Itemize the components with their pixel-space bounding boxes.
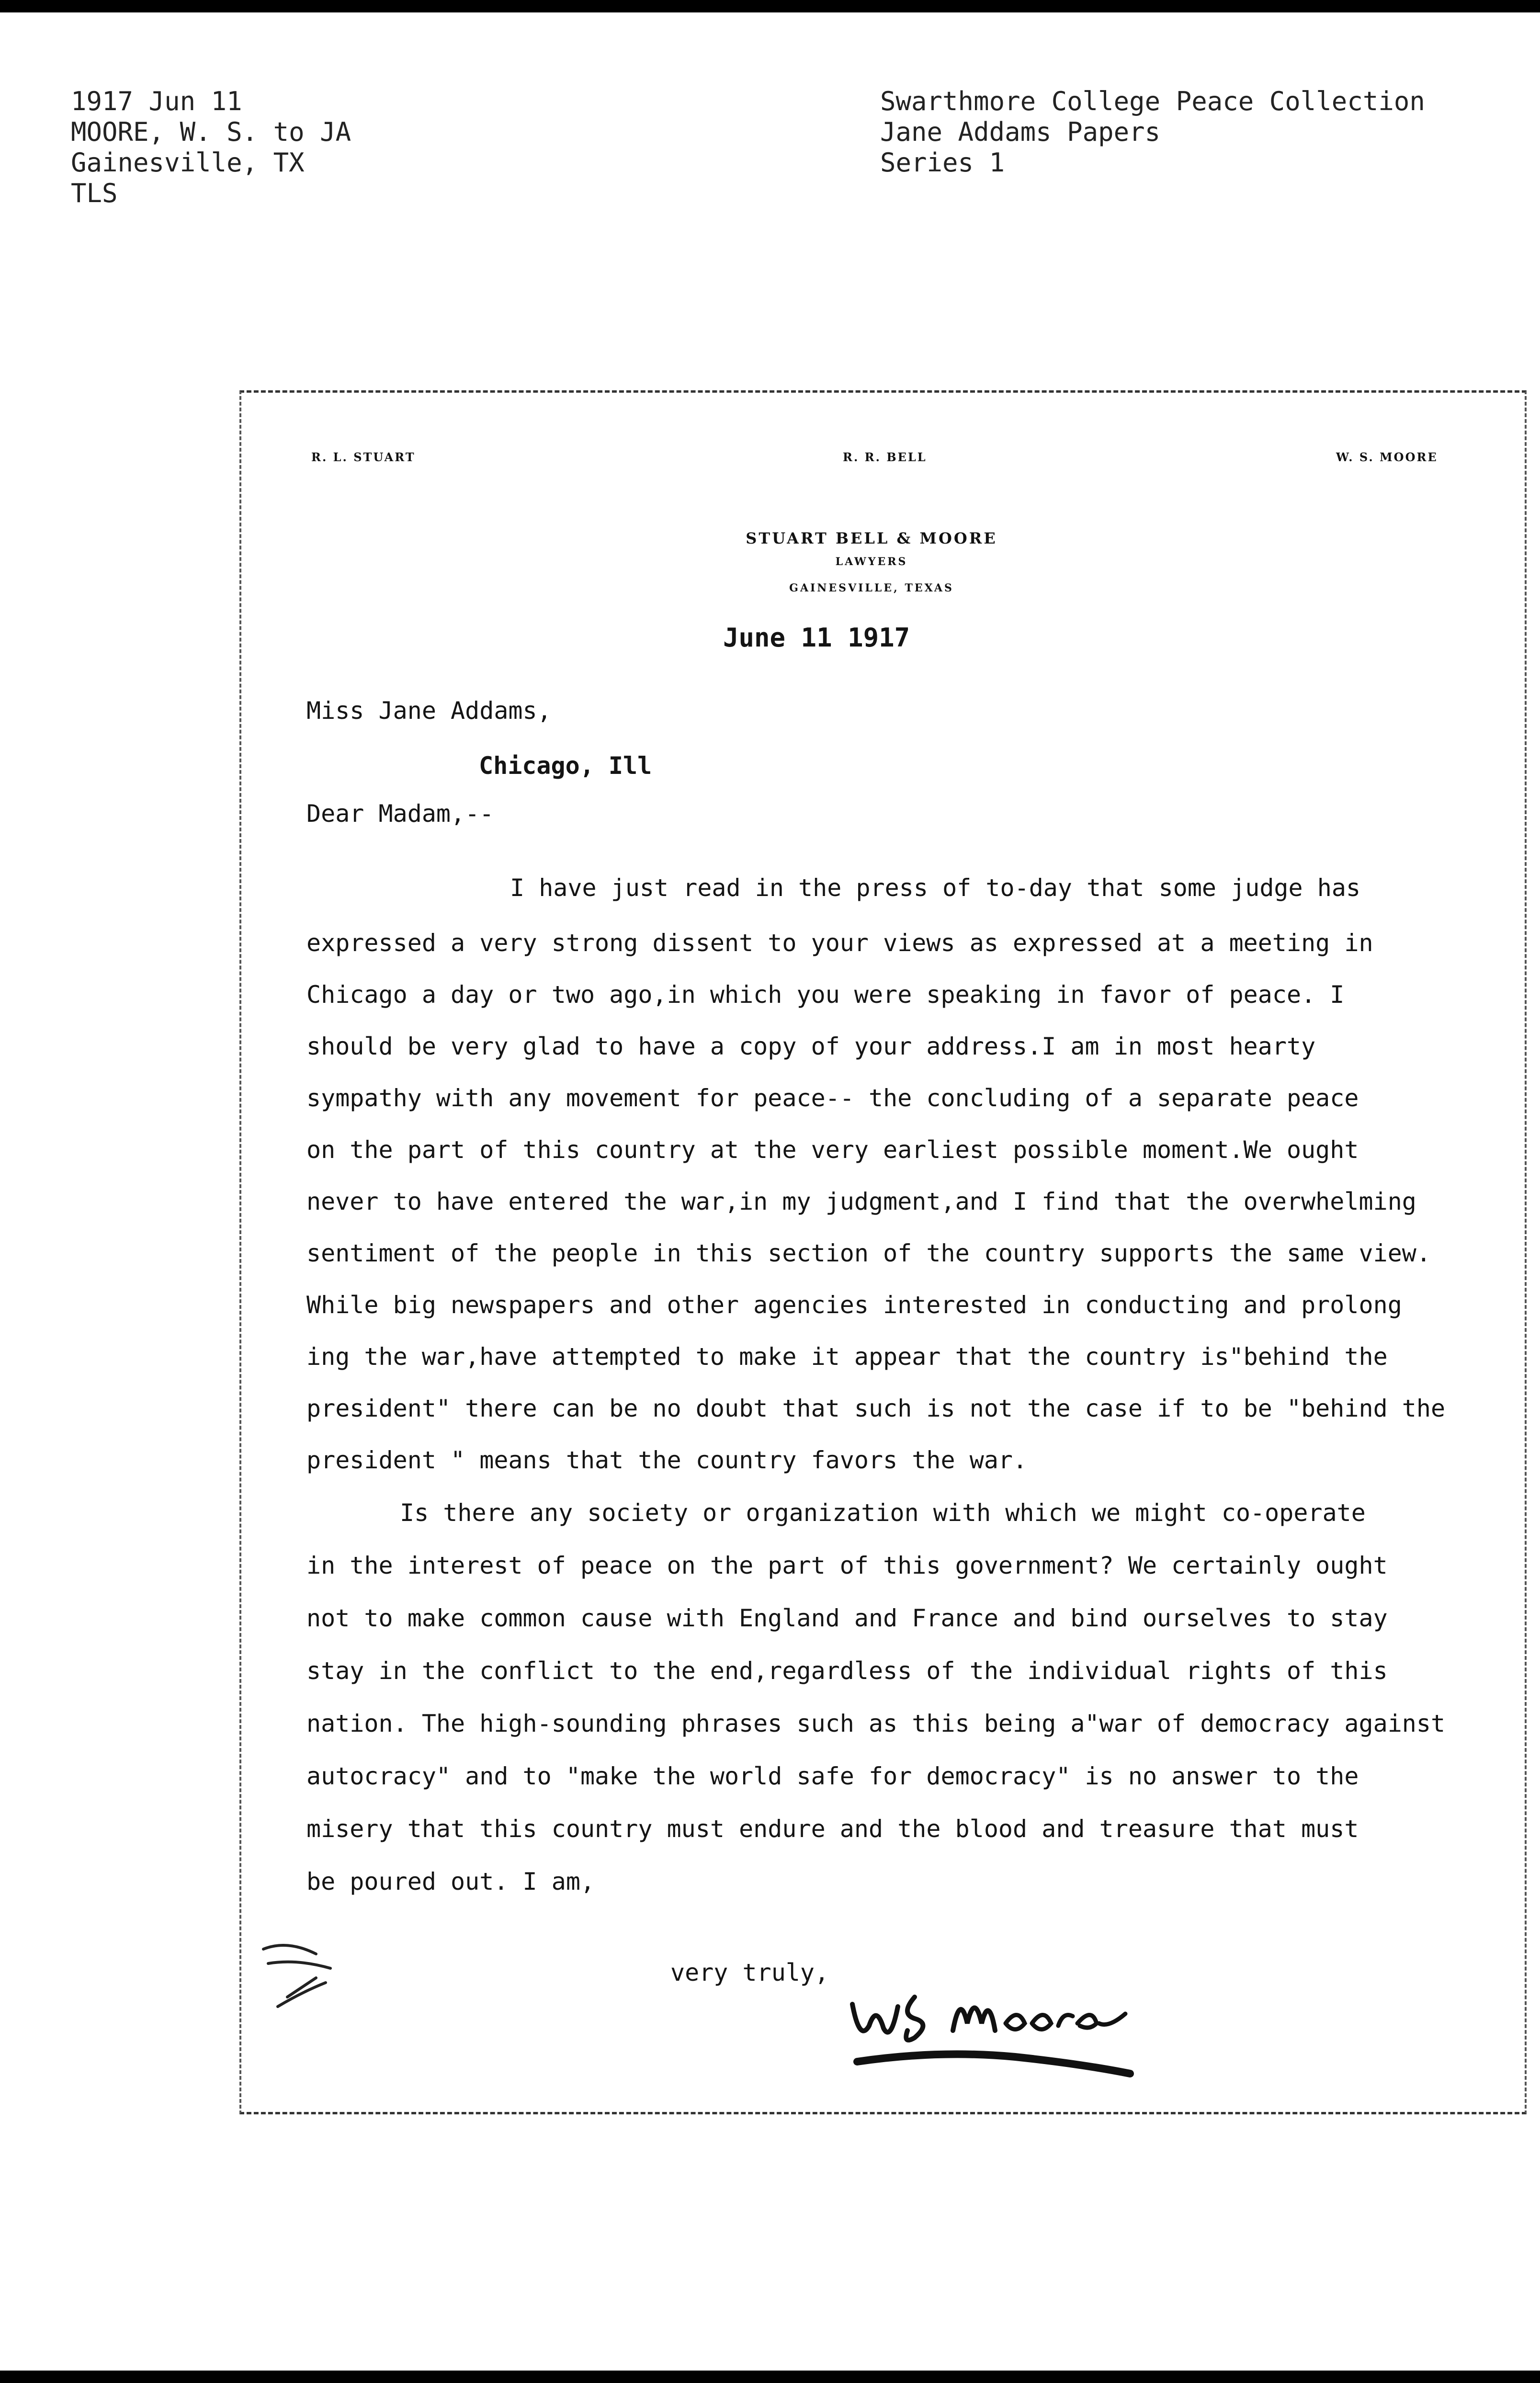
catalog-correspondents: MOORE, W. S. to JA: [71, 117, 351, 147]
scan-top-border: [0, 0, 1540, 12]
body-line: stay in the conflict to the end,regardless of the individual rights of this: [306, 1657, 1388, 1685]
catalog-collection: Swarthmore College Peace Collection: [880, 86, 1425, 116]
body-line: misery that this country must endure and the blood and treasure that must: [306, 1815, 1359, 1843]
letterhead-partner-right: W. S. MOORE: [1336, 450, 1438, 464]
letter-closing: very truly,: [670, 1959, 829, 1986]
letter-salutation: Dear Madam,--: [306, 800, 494, 828]
catalog-place: Gainesville, TX: [71, 148, 305, 178]
body-line: While big newspapers and other agencies interested in conducting and prolong: [306, 1291, 1402, 1319]
body-line: be poured out. I am,: [306, 1868, 595, 1895]
catalog-papers: Jane Addams Papers: [880, 117, 1161, 147]
letterhead-firm: STUART BELL & MOORE: [746, 529, 997, 547]
catalog-series: Series 1: [880, 148, 1005, 178]
letterhead-location: GAINESVILLE, TEXAS: [789, 582, 954, 594]
letter-recipient: Miss Jane Addams,: [306, 697, 552, 725]
body-line: on the part of this country at the very earliest possible moment.We ought: [306, 1136, 1359, 1164]
catalog-date: 1917 Jun 11: [71, 86, 242, 116]
body-line: I have just read in the press of to-day that some judge has: [510, 874, 1361, 902]
letterhead-partner-mid: R. R. BELL: [843, 450, 927, 464]
body-line: Chicago a day or two ago,in which you were speaking in favor of peace. I: [306, 981, 1345, 1009]
letterhead-profession: LAWYERS: [835, 556, 908, 568]
body-line: in the interest of peace on the part of this government? We certainly ought: [306, 1552, 1388, 1579]
letter-date: June 11 1917: [723, 623, 910, 653]
body-line: should be very glad to have a copy of your address.I am in most hearty: [306, 1033, 1316, 1060]
margin-pencil-mark: [259, 1935, 345, 2016]
body-line: nation. The high-sounding phrases such as this being a"war of democracy against: [306, 1710, 1446, 1737]
body-line: Is there any society or organization with which we might co-operate: [400, 1499, 1366, 1527]
body-line: never to have entered the war,in my judgment,and I find that the overwhelming: [306, 1188, 1416, 1215]
body-line: expressed a very strong dissent to your views as expressed at a meeting in: [306, 929, 1373, 957]
body-line: sentiment of the people in this section of the country supports the same view.: [306, 1239, 1431, 1267]
letter-recipient-city: Chicago, Ill: [479, 752, 652, 780]
catalog-doc-type: TLS: [71, 178, 118, 208]
body-line: ing the war,have attempted to make it appear that the country is"behind the: [306, 1343, 1388, 1371]
body-line: not to make common cause with England and France and bind ourselves to stay: [306, 1604, 1388, 1632]
catalog-metadata-left: [71, 86, 351, 209]
scan-bottom-border: [0, 2371, 1540, 2383]
body-line: autocracy" and to "make the world safe for democracy" is no answer to the: [306, 1762, 1359, 1790]
catalog-metadata-right: [880, 86, 1425, 178]
letterhead-partner-left: R. L. STUART: [311, 450, 416, 464]
body-line: president " means that the country favors the war.: [306, 1446, 1028, 1474]
body-line: sympathy with any movement for peace-- the concluding of a separate peace: [306, 1084, 1359, 1112]
handwritten-signature: [843, 1971, 1149, 2086]
body-line: president" there can be no doubt that such is not the case if to be "behind the: [306, 1395, 1446, 1422]
